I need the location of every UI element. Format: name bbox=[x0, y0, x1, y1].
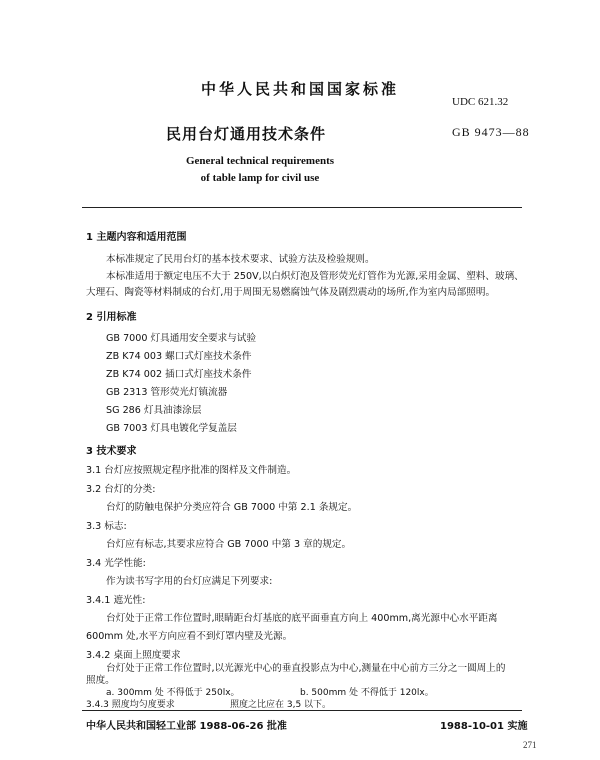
clause-3-4-2: 3.4.2 桌面上照度要求 bbox=[86, 650, 181, 661]
clause-3-1: 3.1 台灯应按照规定程序批准的图样及文件制造。 bbox=[86, 465, 297, 476]
implementation-date: 1988-10-01 实施 bbox=[440, 721, 528, 732]
reference-item: GB 7000 灯具通用安全要求与试验 bbox=[106, 333, 257, 344]
reference-item: ZB K74 003 螺口式灯座技术条件 bbox=[106, 351, 252, 362]
reference-item: SG 286 灯具油漆涂层 bbox=[106, 405, 202, 416]
clause-3-2-text: 台灯的防触电保护分类应符合 GB 7000 中第 2.1 条规定。 bbox=[106, 502, 358, 513]
header-divider bbox=[82, 207, 522, 208]
clause-3-4-3-text: 照度之比应在 3,5 以下。 bbox=[230, 700, 332, 710]
english-title-line2: of table lamp for civil use bbox=[200, 172, 320, 184]
clause-3-2: 3.2 台灯的分类: bbox=[86, 484, 156, 495]
clause-3-4-2-line-1: 台灯处于正常工作位置时,以光源光中心的垂直投影点为中心,测量在中心前方三分之一圆周上的 bbox=[106, 663, 506, 674]
gb-number: GB 9473—88 bbox=[452, 125, 530, 139]
reference-item: ZB K74 002 插口式灯座技术条件 bbox=[106, 369, 252, 380]
udc-code: UDC 621.32 bbox=[452, 96, 509, 108]
clause-3-4-2-item-b: b. 500mm 处 不得低于 120lx。 bbox=[300, 688, 434, 698]
clause-3-4: 3.4 光学性能: bbox=[86, 558, 146, 569]
section-3-heading: 3 技术要求 bbox=[86, 446, 137, 457]
clause-3-4-1: 3.4.1 遮光性: bbox=[86, 595, 146, 606]
clause-3-4-2-line-2: 照度。 bbox=[86, 675, 115, 686]
section-1-heading: 1 主题内容和适用范围 bbox=[86, 232, 187, 243]
section-1-para-2-line-2: 大理石、陶瓷等材料制成的台灯,用于周围无易燃腐蚀气体及剧烈震动的场所,作为室内局部照明。 bbox=[86, 287, 496, 298]
clause-3-3-text: 台灯应有标志,其要求应符合 GB 7000 中第 3 章的规定。 bbox=[106, 539, 352, 550]
approval-line: 中华人民共和国轻工业部 1988-06-26 批准 bbox=[86, 721, 287, 732]
clause-3-4-1-line-2: 600mm 处,水平方向应看不到灯罩内壁及光源。 bbox=[86, 631, 293, 642]
english-title-line1: General technical requirements bbox=[185, 155, 335, 167]
clause-3-4-2-item-a: a. 300mm 处 不得低于 250lx。 bbox=[106, 688, 240, 698]
reference-item: GB 2313 管形荧光灯镇流器 bbox=[106, 387, 228, 398]
footer-divider bbox=[82, 710, 522, 711]
reference-item: GB 7003 灯具电镀化学复盖层 bbox=[106, 423, 237, 434]
section-1-para-2-line-1: 本标准适用于额定电压不大于 250V,以白炽灯泡及管形荧光灯管作为光源,采用金属、塑料、玻璃、 bbox=[106, 271, 524, 282]
clause-3-4-1-line-1: 台灯处于正常工作位置时,眼睛距台灯基底的底平面垂直方向上 400mm,离光源中心水平距离 bbox=[106, 613, 498, 624]
section-2-heading: 2 引用标准 bbox=[86, 312, 137, 323]
clause-3-3: 3.3 标志: bbox=[86, 521, 127, 532]
page-title: 民用台灯通用技术条件 bbox=[166, 125, 327, 143]
national-standard-heading: 中华人民共和国国家标准 bbox=[200, 80, 399, 98]
clause-3-4-text: 作为读书写字用的台灯应满足下列要求: bbox=[106, 576, 273, 587]
page-number: 271 bbox=[523, 740, 537, 750]
section-1-para-1: 本标准规定了民用台灯的基本技术要求、试验方法及检验规则。 bbox=[106, 254, 375, 265]
clause-3-4-3: 3.4.3 照度均匀度要求 bbox=[86, 700, 175, 710]
